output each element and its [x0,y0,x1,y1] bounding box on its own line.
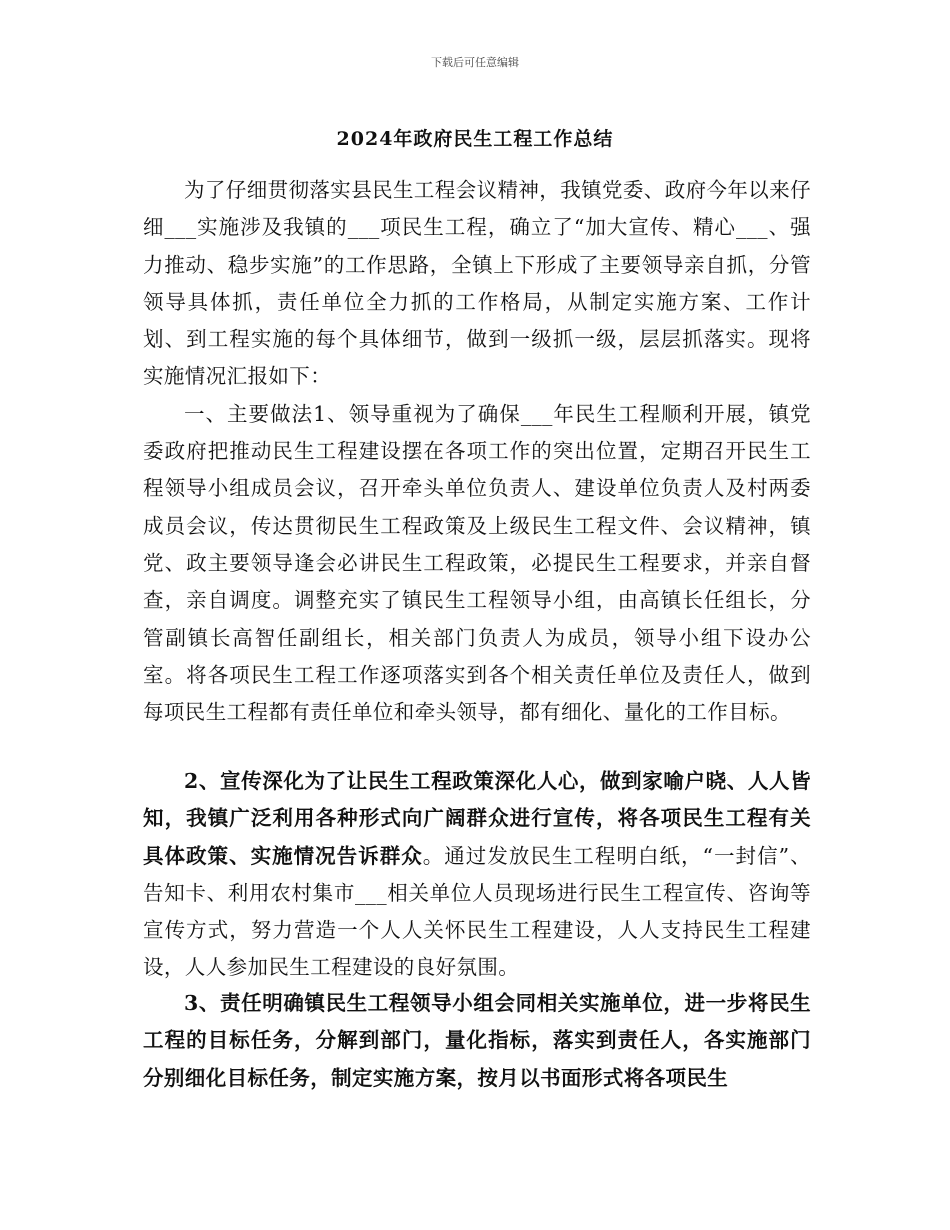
document-body-part-1 [143,172,811,731]
header-note: 下载后可任意编辑 [431,56,519,69]
paragraph-main-practices: 一、主要做法1、领导重视为了确保___年民生工程顺利开展，镇党委政府把推动民生工程建设摆在各项工作的突出位置，定期召开民生工程领导小组成员会议，召开牵头单位负责人、建设单位负责人及村两委成员会议，传达贯彻民生工程政策及上级民生工程文件、会议精神，镇党、政主要领导逢会必讲民生工程政策，必提民生工程要求，并亲自督查，亲自调度。调整充实了镇民生工程领导小组，由高镇长任组长，分管副镇长高智任副组长，相关部门负责人为成员，领导小组下设办公室。将各项民生工程工作逐项落实到各个相关责任单位及责任人，做到每项民生工程都有责任单位和牵头领导，都有细化、量化的工作目标。 [143,401,811,725]
paragraph-publicity [143,763,811,987]
document-title: 2024年政府民生工程工作总结 [336,128,614,150]
paragraph-publicity-heading: 2、宣传深化为了让民生工程政策深化人心，做到家喻户晓、人人皆知，我镇广泛利用各种形式向广阔群众进行宣传，将各项民生工程有关具体政策、实施情况告诉群众 [143,769,811,868]
paragraph-responsibility-heading: 3、责任明确镇民生工程领导小组会同相关实施单位，进一步将民生工程的目标任务，分解到部门，量化指标，落实到责任人，各实施部门分别细化目标任务，制定实施方案，按月以书面形式将各项民生 [143,991,811,1090]
paragraph-publicity-body: 。通过发放民生工程明白纸，“一封信”、告知卡、利用农村集市___相关单位人员现场进行民生工程宣传、咨询等宣传方式，努力营造一个人人关怀民生工程建设，人人支持民生工程建设，人人参加民生工程建设的良好氛围。 [143,843,811,980]
document-body-part-2 [143,763,811,987]
paragraph-intro: 为了仔细贯彻落实县民生工程会议精神，我镇党委、政府今年以来仔细___实施涉及我镇的___项民生工程，确立了“加大宣传、精心___、强力推动、稳步实施”的工作思路，全镇上下形成了主要领导亲自抓，分管领导具体抓，责任单位全力抓的工作格局，从制定实施方案、工作计划、到工程实施的每个具体细节，做到一级抓一级，层层抓落实。现将实施情况汇报如下： [143,178,811,389]
paragraph-responsibility [143,985,811,1097]
document-body-part-3 [143,985,811,1097]
